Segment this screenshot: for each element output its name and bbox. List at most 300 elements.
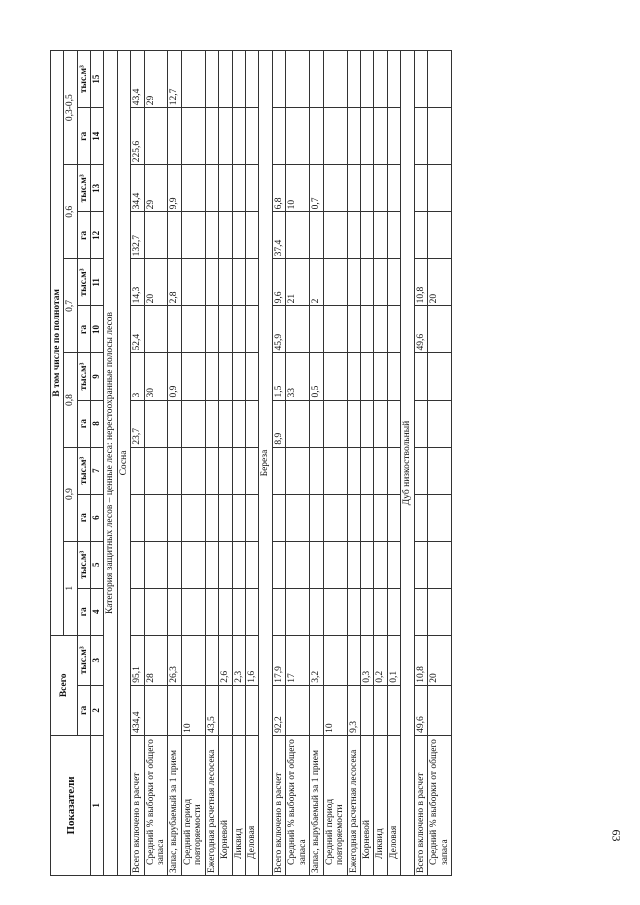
column-number: 7: [91, 447, 104, 494]
table-cell: [387, 165, 400, 212]
table-cell: [428, 541, 452, 588]
table-row: [181, 51, 205, 876]
table-cell: 17: [286, 635, 310, 685]
table-cell: [310, 108, 323, 165]
table-cell: [286, 212, 310, 259]
table-cell: [181, 588, 205, 635]
table-cell: 0,7: [310, 165, 323, 212]
unit-volume: тыс.м³: [77, 259, 90, 306]
table-cell: 2,6: [219, 635, 232, 685]
species-title: Дуб низкоствольный: [401, 51, 414, 876]
table-cell: [428, 51, 452, 108]
table-cell: [347, 212, 360, 259]
table-cell: [374, 541, 387, 588]
column-number: 11: [91, 259, 104, 306]
table-cell: [219, 108, 232, 165]
column-number: 13: [91, 165, 104, 212]
table-cell: [414, 494, 427, 541]
row-label: Корневой: [219, 735, 232, 875]
table-cell: [168, 685, 181, 735]
table-cell: 37,4: [272, 212, 285, 259]
unit-area: га: [77, 685, 90, 735]
table-cell: [168, 108, 181, 165]
table-cell: [205, 494, 218, 541]
table-cell: [414, 400, 427, 447]
table-cell: 9,3: [347, 685, 360, 735]
table-cell: 3,2: [310, 635, 323, 685]
row-label: Средний период повторяемости: [323, 735, 347, 875]
row-label: Ликвид: [232, 735, 245, 875]
table-row: [323, 51, 347, 876]
row-label: Всего включено в расчет: [414, 735, 427, 875]
header-density: 0,3-0,5: [64, 51, 77, 165]
table-cell: [131, 447, 144, 494]
table-cell: 23,7: [131, 400, 144, 447]
column-number: 5: [91, 541, 104, 588]
table-cell: [428, 400, 452, 447]
table-cell: [168, 212, 181, 259]
table-cell: [428, 588, 452, 635]
table-cell: [323, 588, 347, 635]
table-cell: 0,5: [310, 353, 323, 400]
table-row: [387, 51, 400, 876]
table-cell: [414, 108, 427, 165]
table-cell: [347, 259, 360, 306]
table-cell: [168, 447, 181, 494]
header-by-density: В том числе по полнотам: [51, 51, 64, 636]
table-cell: 132,7: [131, 212, 144, 259]
table-cell: 9,6: [272, 259, 285, 306]
table-cell: [144, 108, 168, 165]
table-cell: [387, 108, 400, 165]
table-cell: [360, 494, 373, 541]
table-cell: [246, 51, 259, 108]
row-label: Запас, вырубаемый за 1 прием: [168, 735, 181, 875]
table-row: [286, 51, 310, 876]
table-cell: [347, 108, 360, 165]
table-cell: 0,9: [168, 353, 181, 400]
unit-volume: тыс.м³: [77, 635, 90, 685]
table-cell: [428, 108, 452, 165]
row-label: Деловая: [246, 735, 259, 875]
table-cell: [347, 306, 360, 353]
table-cell: [310, 447, 323, 494]
table-cell: [310, 51, 323, 108]
table-cell: [232, 400, 245, 447]
table-cell: [414, 588, 427, 635]
table-cell: 2,3: [232, 635, 245, 685]
table-cell: 43,4: [131, 51, 144, 108]
table-cell: [360, 353, 373, 400]
table-cell: [428, 353, 452, 400]
table-cell: [310, 400, 323, 447]
table-cell: [219, 259, 232, 306]
table-cell: [232, 165, 245, 212]
unit-volume: тыс.м³: [77, 165, 90, 212]
unit-area: га: [77, 588, 90, 635]
table-cell: [387, 212, 400, 259]
table-cell: 29: [144, 51, 168, 108]
table-cell: [347, 447, 360, 494]
table-cell: [347, 494, 360, 541]
column-number: 1: [91, 735, 104, 875]
table-cell: [286, 400, 310, 447]
table-cell: [360, 259, 373, 306]
column-number: 8: [91, 400, 104, 447]
forest-table: [50, 50, 452, 876]
table-cell: [428, 165, 452, 212]
table-cell: [246, 541, 259, 588]
table-cell: [205, 447, 218, 494]
table-cell: [168, 588, 181, 635]
species-title: Сосна: [117, 51, 130, 876]
table-cell: [219, 588, 232, 635]
table-cell: [310, 685, 323, 735]
unit-volume: тыс.м³: [77, 541, 90, 588]
table-cell: [428, 212, 452, 259]
table-cell: [205, 306, 218, 353]
row-label: Деловая: [387, 735, 400, 875]
table-cell: 28: [144, 635, 168, 685]
table-cell: 1,5: [272, 353, 285, 400]
row-label: Средний % выборки от общего запаса: [144, 735, 168, 875]
table-cell: 20: [428, 635, 452, 685]
unit-area: га: [77, 494, 90, 541]
table-cell: 10: [286, 165, 310, 212]
unit-volume: тыс.м³: [77, 353, 90, 400]
table-cell: [310, 494, 323, 541]
row-label: Корневой: [360, 735, 373, 875]
table-cell: [347, 51, 360, 108]
header-density: 0,6: [64, 165, 77, 259]
table-cell: [205, 165, 218, 212]
rotated-table-wrapper: [50, 50, 530, 876]
table-cell: [428, 494, 452, 541]
column-number: 15: [91, 51, 104, 108]
table-cell: [144, 400, 168, 447]
table-cell: [360, 400, 373, 447]
table-cell: [131, 541, 144, 588]
table-cell: 0,1: [387, 635, 400, 685]
row-label: Ежегодная расчетная лесосека: [205, 735, 218, 875]
table-cell: [232, 108, 245, 165]
column-number: 14: [91, 108, 104, 165]
table-cell: [246, 306, 259, 353]
category-row: [104, 51, 117, 876]
header-indicators: Показатели: [51, 735, 91, 875]
table-cell: [205, 51, 218, 108]
table-cell: [219, 400, 232, 447]
table-cell: [272, 541, 285, 588]
table-cell: [205, 353, 218, 400]
table-cell: [286, 51, 310, 108]
table-cell: [205, 108, 218, 165]
table-cell: [387, 685, 400, 735]
table-cell: 10: [181, 685, 205, 735]
table-cell: [347, 541, 360, 588]
unit-area: га: [77, 108, 90, 165]
table-cell: [323, 306, 347, 353]
page-number: 63: [609, 829, 624, 842]
unit-area: га: [77, 306, 90, 353]
table-cell: 49,6: [414, 306, 427, 353]
table-row: [414, 51, 427, 876]
table-cell: [246, 259, 259, 306]
table-body: [104, 51, 452, 876]
row-label: Всего включено в расчет: [131, 735, 144, 875]
table-cell: [323, 165, 347, 212]
table-cell: [310, 541, 323, 588]
table-cell: [232, 685, 245, 735]
table-cell: [286, 447, 310, 494]
table-cell: [347, 635, 360, 685]
table-row: [246, 51, 259, 876]
table-cell: [246, 494, 259, 541]
table-cell: [232, 588, 245, 635]
table-cell: [387, 259, 400, 306]
column-number: 3: [91, 635, 104, 685]
table-cell: 6,8: [272, 165, 285, 212]
table-cell: [219, 353, 232, 400]
table-cell: [286, 306, 310, 353]
table-cell: [205, 635, 218, 685]
table-cell: [219, 685, 232, 735]
table-cell: [131, 588, 144, 635]
table-cell: [205, 588, 218, 635]
table-cell: 20: [144, 259, 168, 306]
column-number: 6: [91, 494, 104, 541]
category-title: Категория защитных лесов – ценные леса: нерестоохранные полосы лесов: [104, 51, 117, 876]
table-cell: [246, 685, 259, 735]
species-title: Береза: [259, 51, 272, 876]
table-cell: [232, 259, 245, 306]
table-cell: [360, 306, 373, 353]
table-cell: [144, 212, 168, 259]
table-cell: [168, 541, 181, 588]
table-cell: [310, 588, 323, 635]
table-cell: [232, 353, 245, 400]
row-label: Всего включено в расчет: [272, 735, 285, 875]
table-cell: [414, 51, 427, 108]
table-row: [168, 51, 181, 876]
table-cell: [374, 165, 387, 212]
table-cell: 34,4: [131, 165, 144, 212]
column-number: 2: [91, 685, 104, 735]
table-cell: [323, 447, 347, 494]
table-cell: [387, 51, 400, 108]
table-cell: 17,9: [272, 635, 285, 685]
table-cell: [181, 494, 205, 541]
table-cell: [272, 588, 285, 635]
table-cell: 9,9: [168, 165, 181, 212]
table-cell: [219, 212, 232, 259]
table-cell: [347, 353, 360, 400]
unit-area: га: [77, 400, 90, 447]
table-cell: [144, 447, 168, 494]
table-cell: [232, 494, 245, 541]
table-cell: [387, 588, 400, 635]
table-cell: [374, 685, 387, 735]
table-cell: [272, 108, 285, 165]
table-cell: [181, 353, 205, 400]
table-cell: [360, 541, 373, 588]
table-cell: 45,9: [272, 306, 285, 353]
header-density: 1: [64, 541, 77, 635]
column-number: 9: [91, 353, 104, 400]
table-cell: [323, 51, 347, 108]
table-cell: 92,2: [272, 685, 285, 735]
table-cell: [428, 306, 452, 353]
table-cell: [219, 51, 232, 108]
table-cell: 2: [310, 259, 323, 306]
table-cell: [323, 108, 347, 165]
column-number: 10: [91, 306, 104, 353]
table-cell: [286, 588, 310, 635]
table-cell: [168, 306, 181, 353]
table-cell: [374, 212, 387, 259]
header-total: Всего: [51, 635, 78, 735]
table-row: [131, 51, 144, 876]
header-density: 0,8: [64, 353, 77, 447]
table-cell: [272, 51, 285, 108]
table-cell: [387, 447, 400, 494]
table-cell: 20: [428, 259, 452, 306]
table-cell: [347, 165, 360, 212]
table-cell: [286, 685, 310, 735]
unit-volume: тыс.м³: [77, 447, 90, 494]
table-cell: [374, 108, 387, 165]
table-cell: [205, 400, 218, 447]
table-cell: 26,3: [168, 635, 181, 685]
species-row: [401, 51, 414, 876]
column-number: 12: [91, 212, 104, 259]
table-cell: [181, 306, 205, 353]
table-cell: [374, 400, 387, 447]
table-cell: [168, 494, 181, 541]
table-cell: [144, 306, 168, 353]
table-cell: 10,8: [414, 635, 427, 685]
table-cell: [323, 494, 347, 541]
table-cell: [181, 635, 205, 685]
table-cell: [286, 541, 310, 588]
table-cell: [219, 541, 232, 588]
table-cell: [246, 588, 259, 635]
species-row: [259, 51, 272, 876]
table-cell: [360, 165, 373, 212]
table-cell: [219, 165, 232, 212]
table-cell: [360, 108, 373, 165]
table-cell: 21: [286, 259, 310, 306]
table-cell: [414, 541, 427, 588]
table-cell: [181, 259, 205, 306]
table-cell: [323, 212, 347, 259]
table-cell: [181, 212, 205, 259]
table-cell: [387, 306, 400, 353]
table-cell: 10: [323, 685, 347, 735]
table-cell: [272, 447, 285, 494]
table-cell: [144, 494, 168, 541]
table-cell: 95,1: [131, 635, 144, 685]
species-row: [117, 51, 130, 876]
table-cell: [219, 306, 232, 353]
table-cell: 3: [131, 353, 144, 400]
table-cell: 1,6: [246, 635, 259, 685]
table-cell: [347, 400, 360, 447]
table-cell: 0,3: [360, 635, 373, 685]
table-row: [144, 51, 168, 876]
table-cell: [387, 494, 400, 541]
table-cell: [360, 447, 373, 494]
table-cell: [181, 447, 205, 494]
table-cell: [144, 588, 168, 635]
table-cell: [205, 212, 218, 259]
column-number: 4: [91, 588, 104, 635]
unit-volume: тыс.м³: [77, 51, 90, 108]
table-row: [374, 51, 387, 876]
table-cell: [181, 541, 205, 588]
table-cell: [374, 494, 387, 541]
row-label: Средний % выборки от общего запаса: [428, 735, 452, 875]
table-cell: [414, 447, 427, 494]
table-cell: [246, 447, 259, 494]
table-cell: [168, 400, 181, 447]
row-label: Средний период повторяемости: [181, 735, 205, 875]
header-density: 0,9: [64, 447, 77, 541]
unit-area: га: [77, 212, 90, 259]
table-cell: [232, 541, 245, 588]
table-cell: 52,4: [131, 306, 144, 353]
table-cell: [144, 541, 168, 588]
table-cell: [232, 51, 245, 108]
table-cell: [428, 447, 452, 494]
table-cell: [205, 259, 218, 306]
table-cell: [246, 353, 259, 400]
table-cell: [232, 306, 245, 353]
table-cell: [232, 447, 245, 494]
table-cell: [360, 588, 373, 635]
table-cell: [323, 635, 347, 685]
table-cell: [131, 494, 144, 541]
row-label: Средний % выборки от общего запаса: [286, 735, 310, 875]
table-cell: 49,6: [414, 685, 427, 735]
table-cell: 0,2: [374, 635, 387, 685]
table-row: [310, 51, 323, 876]
table-cell: [246, 165, 259, 212]
table-cell: [374, 259, 387, 306]
table-cell: [414, 212, 427, 259]
table-cell: [374, 51, 387, 108]
table-cell: [286, 108, 310, 165]
table-cell: [360, 51, 373, 108]
table-header: [51, 51, 104, 876]
table-cell: [232, 212, 245, 259]
table-row: [219, 51, 232, 876]
table-cell: 10,8: [414, 259, 427, 306]
table-cell: [246, 212, 259, 259]
table-row: [428, 51, 452, 876]
table-cell: [374, 447, 387, 494]
table-cell: [310, 212, 323, 259]
column-numbers-row: [91, 51, 104, 876]
table-row: [232, 51, 245, 876]
table-cell: [374, 353, 387, 400]
table-cell: [272, 494, 285, 541]
row-label: Ежегодная расчетная лесосека: [347, 735, 360, 875]
row-label: Ликвид: [374, 735, 387, 875]
table-cell: [219, 447, 232, 494]
table-cell: [246, 400, 259, 447]
table-cell: [310, 306, 323, 353]
